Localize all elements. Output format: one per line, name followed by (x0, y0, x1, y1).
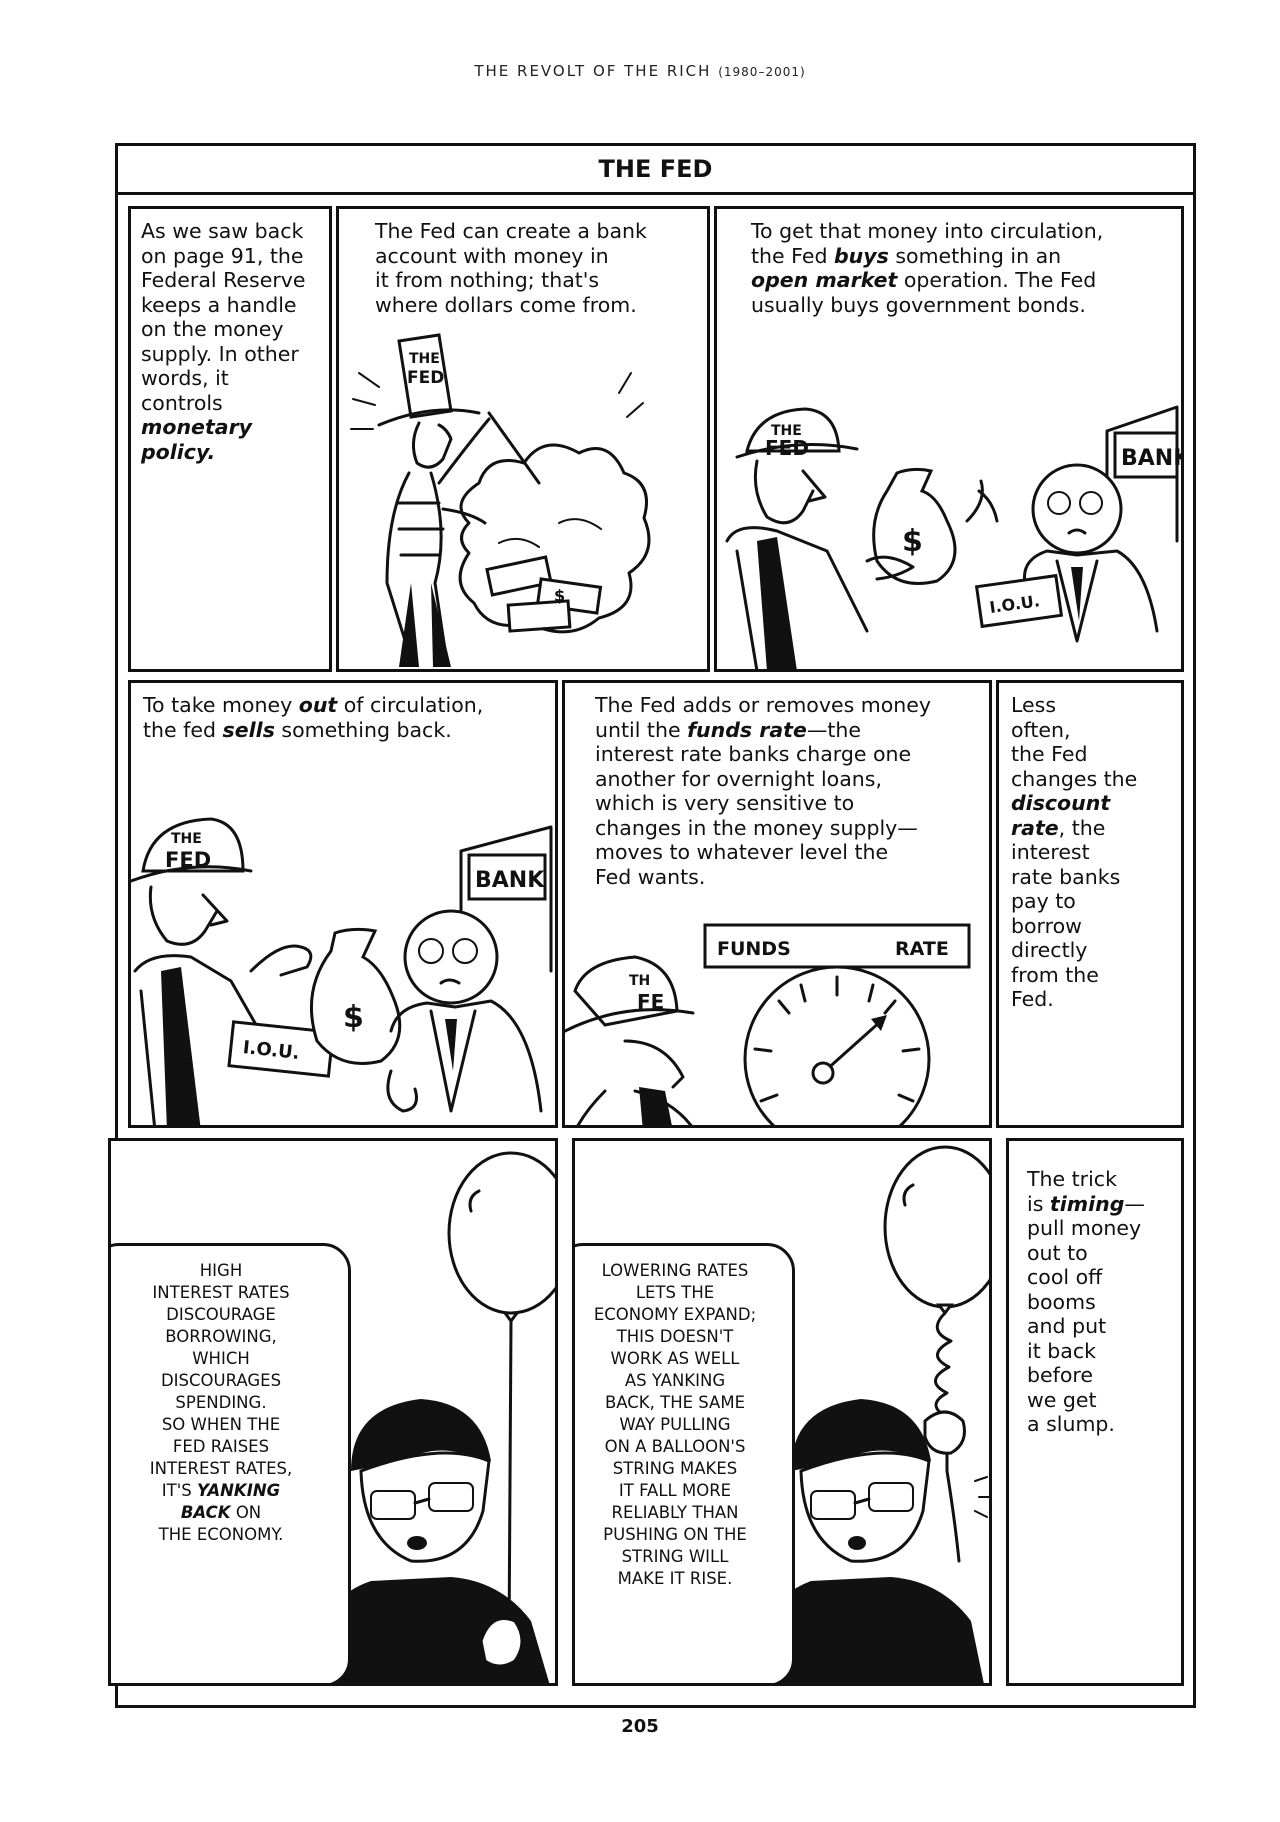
panel-4-caption (143, 693, 558, 742)
panel-6-caption (1011, 693, 1184, 1012)
svg-text:FE: FE (637, 990, 665, 1014)
caption-line: , the (1058, 815, 1106, 840)
caption-line: from the (1011, 962, 1099, 987)
speech-line: BORROWING, (165, 1327, 277, 1346)
panel-monetary-policy (128, 206, 332, 672)
panel-1-caption (141, 219, 331, 464)
caption-line: —the (806, 717, 862, 742)
caption-line: Fed. (1011, 987, 1054, 1011)
emphasis-funds-rate: funds rate (687, 717, 807, 742)
caption-line: operation. The Fed (897, 268, 1097, 292)
speech-line: THIS DOESN'T (616, 1327, 734, 1346)
panel-fed-sells (128, 680, 558, 1128)
speech-line: INTEREST RATES, (149, 1459, 293, 1478)
caption-line: of circulation, (337, 693, 484, 717)
emphasis-policy: policy. (141, 439, 216, 464)
caption-line: directly (1011, 938, 1088, 962)
fed-sells-bonds-illustration (131, 771, 558, 1128)
speech-bubble-yank (108, 1243, 351, 1686)
speech-bubble-push (572, 1243, 795, 1686)
banker-figure (388, 911, 541, 1111)
caption-line: until the (595, 717, 688, 742)
caption-line: pull money (1027, 1216, 1142, 1240)
caption-line: changes the (1011, 766, 1138, 791)
panel-balloon-yank (108, 1138, 558, 1686)
svg-text:I.O.U.: I.O.U. (241, 1037, 301, 1064)
caption-line: it from nothing; that's (375, 268, 600, 292)
caption-line: The trick (1027, 1167, 1117, 1191)
speech-line: DISCOURAGE (166, 1305, 276, 1324)
running-head (0, 62, 1280, 80)
speech-line: HIGH (199, 1261, 243, 1280)
speech-line: DISCOURAGES (160, 1371, 282, 1390)
caption-line: we get (1027, 1387, 1097, 1412)
caption-line: account with money in (375, 243, 609, 268)
panel-2-caption (375, 219, 705, 317)
speech-line: AS YANKING (624, 1371, 726, 1390)
speech-line: ECONOMY EXPAND; (593, 1305, 757, 1324)
caption-line: The Fed adds or removes money (595, 693, 932, 717)
emphasis-buys: buys (833, 243, 889, 268)
caption-line: is (1027, 1191, 1050, 1216)
caption-line: the Fed (1011, 742, 1088, 766)
fed-magician-illustration (339, 333, 710, 672)
speech-line: BACK, THE SAME (604, 1393, 746, 1412)
caption-line: — (1124, 1191, 1145, 1216)
speech-line: SPENDING. (175, 1393, 267, 1412)
panel-fed-magician (336, 206, 710, 672)
panel-timing (1006, 1138, 1184, 1686)
caption-line: something back. (274, 717, 452, 742)
svg-text:FED: FED (165, 848, 212, 872)
emphasis-discount: discount (1011, 791, 1111, 815)
svg-text:I.O.U.: I.O.U. (988, 591, 1041, 618)
money-bag-icon (311, 929, 399, 1063)
running-head-title: THE REVOLT OF THE RICH (474, 62, 712, 80)
speech-line: SO WHEN THE (161, 1415, 281, 1434)
caption-line: keeps a handle (141, 292, 297, 317)
caption-line: supply. In other (141, 341, 299, 366)
panel-3-caption (751, 219, 1181, 317)
caption-line: which is very sensitive to (595, 791, 855, 815)
fed-buys-bonds-illustration (717, 341, 1191, 671)
gauge-dial-icon (745, 967, 929, 1128)
caption-line: on the money (141, 317, 284, 341)
caption-line: As we saw back (141, 219, 304, 243)
caption-line: moves to whatever level the (595, 840, 889, 864)
bank-sign-text: BANK (1121, 446, 1191, 471)
emphasis-out: out (298, 693, 338, 717)
emphasis-open-market: open market (751, 268, 898, 292)
panel-5-caption (595, 693, 991, 889)
fed-hat-icon (379, 335, 479, 425)
svg-text:$: $ (902, 524, 923, 559)
caption-line: controls (141, 390, 223, 415)
gauge-label-rate: RATE (895, 938, 949, 960)
caption-line: To take money (143, 693, 299, 717)
caption-line: borrow (1011, 913, 1082, 938)
caption-line: another for overnight loans, (595, 766, 882, 791)
svg-text:FED: FED (765, 436, 809, 460)
fed-hat-icon (565, 957, 693, 1031)
caption-line: a slump. (1027, 1412, 1115, 1436)
caption-line: before (1027, 1363, 1093, 1387)
speech-line: STRING MAKES (612, 1459, 738, 1478)
speech-line: STRING WILL (621, 1547, 729, 1566)
caption-line: pay to (1011, 889, 1076, 913)
page-title: THE FED (115, 143, 1196, 195)
panel-balloon-push (572, 1138, 992, 1686)
caption-line: Federal Reserve (141, 268, 306, 292)
speech-line: RELIABLY THAN (611, 1503, 739, 1522)
caption-line: Less (1011, 693, 1057, 717)
speech-line: ON (230, 1503, 262, 1522)
funds-rate-gauge-illustration (565, 901, 992, 1128)
svg-text:$: $ (554, 586, 566, 605)
emphasis-rate: rate (1011, 815, 1059, 840)
caption-line: often, (1011, 717, 1071, 742)
caption-line: booms (1027, 1289, 1096, 1314)
speech-line: MAKE IT RISE. (617, 1569, 733, 1588)
svg-text:TH: TH (629, 973, 651, 989)
speech-line: WHICH (192, 1349, 250, 1368)
caption-line: To get that money into circulation, (751, 219, 1104, 243)
speech-line: LOWERING RATES (601, 1261, 749, 1280)
balloon-icon (449, 1153, 558, 1641)
caption-line: interest (1011, 840, 1090, 864)
emphasis-yanking: YANKING (196, 1481, 281, 1500)
caption-line: and put (1027, 1314, 1107, 1338)
emphasis-monetary: monetary (141, 415, 253, 439)
gauge-label-funds: FUNDS (717, 938, 791, 960)
caption-line: out to (1027, 1240, 1088, 1265)
emphasis-back: BACK (180, 1503, 231, 1522)
iou-note-icon (977, 576, 1062, 627)
caption-line: usually buys government bonds. (751, 292, 1086, 317)
running-head-years: (1980–2001) (718, 65, 806, 79)
caption-line: it back (1027, 1338, 1096, 1363)
panel-funds-rate (562, 680, 992, 1128)
speech-line: INTEREST RATES (152, 1283, 290, 1302)
svg-text:THE: THE (771, 423, 802, 439)
svg-text:$: $ (343, 1000, 364, 1035)
emphasis-sells: sells (222, 717, 275, 742)
caption-line: the fed (143, 717, 223, 742)
money-pile-icon (487, 557, 601, 631)
speech-line: WORK AS WELL (610, 1349, 740, 1368)
page-number: 205 (621, 1716, 659, 1737)
speech-line: WAY PULLING (619, 1415, 731, 1434)
svg-text:THE: THE (171, 831, 202, 847)
caption-line: changes in the money supply— (595, 815, 918, 840)
speech-line: LETS THE (635, 1283, 715, 1302)
caption-line: the Fed (751, 243, 834, 268)
caption-line: rate banks (1011, 864, 1121, 889)
caption-line: cool off (1027, 1265, 1103, 1289)
speech-line: IT FALL MORE (618, 1481, 732, 1500)
speech-line: FED RAISES (172, 1437, 270, 1456)
fed-hat-icon (737, 409, 857, 460)
hat-label-text: THE (409, 351, 440, 367)
caption-line: where dollars come from. (375, 292, 637, 317)
svg-text:FED: FED (407, 368, 445, 388)
caption-line: something in an (888, 243, 1062, 268)
panel-discount-rate (996, 680, 1184, 1128)
fed-hat-icon (131, 819, 251, 881)
speech-line: THE ECONOMY. (158, 1525, 284, 1544)
speech-line: ON A BALLOON'S (604, 1437, 746, 1456)
speech-line: IT'S (161, 1481, 197, 1500)
panel-open-market-buy (714, 206, 1191, 672)
svg-text:BANK: BANK (475, 868, 545, 893)
caption-line: on page 91, the (141, 243, 304, 268)
caption-line: Fed wants. (595, 864, 706, 889)
panel-9-caption (1027, 1167, 1184, 1437)
emphasis-timing: timing (1049, 1191, 1125, 1216)
caption-line: interest rate banks charge one (595, 742, 912, 766)
caption-line: The Fed can create a bank (375, 219, 647, 243)
speech-line: PUSHING ON THE (603, 1525, 747, 1544)
caption-line: words, it (141, 366, 229, 390)
